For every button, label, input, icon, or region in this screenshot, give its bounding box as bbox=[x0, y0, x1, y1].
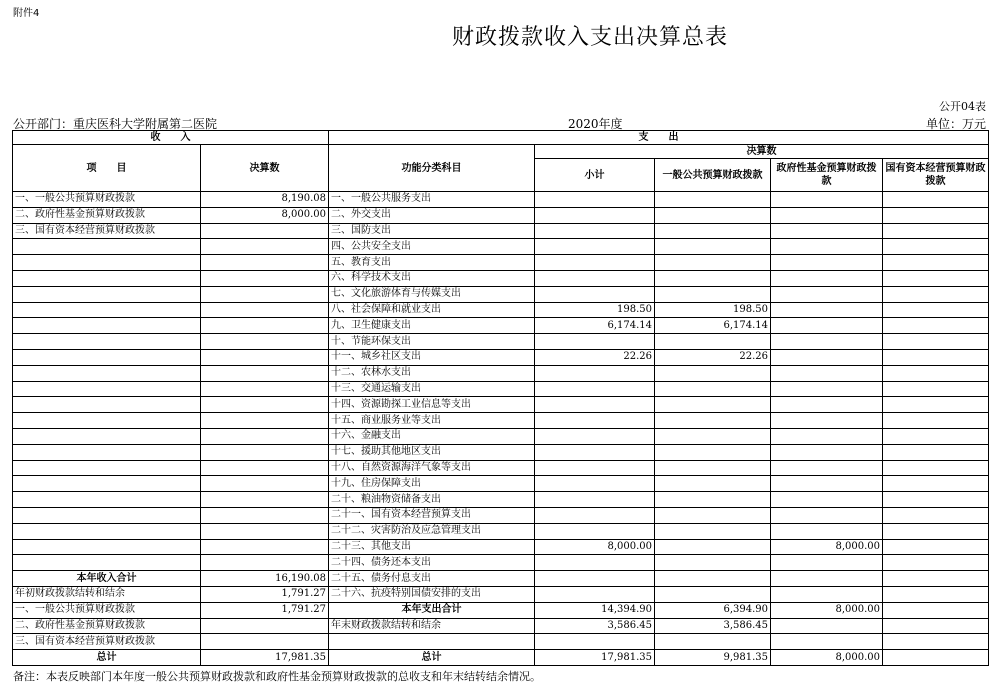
table-row bbox=[13, 334, 989, 350]
item-cell bbox=[13, 460, 201, 476]
func-class-header: 功能分类科目 bbox=[329, 145, 535, 192]
fiscal-summary-table bbox=[12, 130, 989, 666]
subtotal-cell bbox=[535, 476, 655, 492]
subtotal-cell: 17,981.35 bbox=[535, 650, 655, 666]
general-budget-cell: 6,394.90 bbox=[655, 602, 771, 618]
func-class-cell: 二十一、国有资本经营预算支出 bbox=[329, 507, 535, 523]
gov-fund-cell bbox=[771, 349, 883, 365]
gov-fund-cell bbox=[771, 286, 883, 302]
general-budget-cell bbox=[655, 255, 771, 271]
subtotal-cell bbox=[535, 571, 655, 587]
amount-cell: 8,190.08 bbox=[201, 192, 329, 208]
state-capital-cell bbox=[883, 618, 989, 634]
amount-cell bbox=[201, 555, 329, 571]
table-row bbox=[13, 586, 989, 602]
general-budget-cell bbox=[655, 239, 771, 255]
func-class-cell: 二十六、抗疫特别国债安排的支出 bbox=[329, 586, 535, 602]
gov-fund-cell bbox=[771, 523, 883, 539]
func-class-cell: 六、科学技术支出 bbox=[329, 270, 535, 286]
general-budget-cell bbox=[655, 286, 771, 302]
func-class-cell: 二十二、灾害防治及应急管理支出 bbox=[329, 523, 535, 539]
item-cell bbox=[13, 523, 201, 539]
subtotal-cell bbox=[535, 413, 655, 429]
subtotal-cell bbox=[535, 334, 655, 350]
item-cell bbox=[13, 428, 201, 444]
item-cell bbox=[13, 444, 201, 460]
gov-fund-cell bbox=[771, 476, 883, 492]
amount-cell: 1,791.27 bbox=[201, 586, 329, 602]
state-capital-cell bbox=[883, 539, 989, 555]
item-cell bbox=[13, 397, 201, 413]
amount-cell bbox=[201, 223, 329, 239]
expenditure-header: 支 出 bbox=[329, 131, 989, 145]
general-budget-cell: 198.50 bbox=[655, 302, 771, 318]
general-budget-cell bbox=[655, 523, 771, 539]
table-row bbox=[13, 555, 989, 571]
func-class-cell: 总计 bbox=[329, 650, 535, 666]
item-cell bbox=[13, 539, 201, 555]
item-cell bbox=[13, 302, 201, 318]
table-row bbox=[13, 192, 989, 208]
subtotal-cell bbox=[535, 255, 655, 271]
gov-fund-cell bbox=[771, 428, 883, 444]
func-class-cell: 十四、资源勘探工业信息等支出 bbox=[329, 397, 535, 413]
subtotal-cell bbox=[535, 192, 655, 208]
item-cell bbox=[13, 286, 201, 302]
general-budget-cell bbox=[655, 571, 771, 587]
state-capital-cell bbox=[883, 207, 989, 223]
amount-cell bbox=[201, 428, 329, 444]
state-capital-cell bbox=[883, 444, 989, 460]
amount-cell: 17,981.35 bbox=[201, 650, 329, 666]
unit-label: 单位：万元 bbox=[925, 117, 986, 131]
gov-fund-cell bbox=[771, 223, 883, 239]
table-row bbox=[13, 318, 989, 334]
gov-fund-cell bbox=[771, 618, 883, 634]
table-row bbox=[13, 207, 989, 223]
amount-cell bbox=[201, 334, 329, 350]
table-code: 公开04表 bbox=[939, 100, 986, 113]
amount-cell bbox=[201, 492, 329, 508]
table-row bbox=[13, 634, 989, 650]
amount-cell: 1,791.27 bbox=[201, 602, 329, 618]
subtotal-cell bbox=[535, 365, 655, 381]
gov-fund-cell bbox=[771, 270, 883, 286]
subtotal-cell: 3,586.45 bbox=[535, 618, 655, 634]
general-budget-cell bbox=[655, 634, 771, 650]
gov-fund-cell bbox=[771, 302, 883, 318]
gov-fund-cell bbox=[771, 334, 883, 350]
amount-cell bbox=[201, 413, 329, 429]
general-budget-cell bbox=[655, 192, 771, 208]
subtotal-cell: 198.50 bbox=[535, 302, 655, 318]
subtotal-cell bbox=[535, 523, 655, 539]
func-class-cell: 三、国防支出 bbox=[329, 223, 535, 239]
table-row bbox=[13, 255, 989, 271]
state-capital-cell bbox=[883, 428, 989, 444]
state-capital-cell bbox=[883, 460, 989, 476]
item-cell bbox=[13, 334, 201, 350]
amount-cell bbox=[201, 397, 329, 413]
gov-fund-cell bbox=[771, 571, 883, 587]
item-cell bbox=[13, 413, 201, 429]
gov-fund-cell bbox=[771, 444, 883, 460]
general-budget-cell bbox=[655, 555, 771, 571]
department-label: 公开部门：重庆医科大学附属第二医院 bbox=[13, 117, 218, 131]
item-cell: 年初财政拨款结转和结余 bbox=[13, 586, 201, 602]
year-label: 2020年度 bbox=[568, 117, 623, 131]
gov-fund-cell: 8,000.00 bbox=[771, 602, 883, 618]
gov-fund-cell bbox=[771, 460, 883, 476]
state-capital-header: 国有资本经营预算财政拨款 bbox=[883, 159, 989, 192]
footnote: 备注：本表反映部门本年度一般公共预算财政拨款和政府性基金预算财政拨款的总收支和年末结转结余情况。 bbox=[13, 670, 541, 683]
amount-cell bbox=[201, 349, 329, 365]
item-cell: 二、政府性基金预算财政拨款 bbox=[13, 207, 201, 223]
subtotal-cell bbox=[535, 492, 655, 508]
general-budget-cell bbox=[655, 270, 771, 286]
item-cell bbox=[13, 349, 201, 365]
func-class-cell: 十九、住房保障支出 bbox=[329, 476, 535, 492]
state-capital-cell bbox=[883, 507, 989, 523]
subtotal-cell: 22.26 bbox=[535, 349, 655, 365]
table-row bbox=[13, 523, 989, 539]
amount-cell bbox=[201, 318, 329, 334]
state-capital-cell bbox=[883, 223, 989, 239]
item-header: 项 目 bbox=[13, 145, 201, 192]
amount-cell bbox=[201, 255, 329, 271]
gov-fund-cell bbox=[771, 413, 883, 429]
gov-fund-header: 政府性基金预算财政拨款 bbox=[771, 159, 883, 192]
general-budget-cell bbox=[655, 365, 771, 381]
subtotal-cell: 6,174.14 bbox=[535, 318, 655, 334]
func-class-cell: 本年支出合计 bbox=[329, 602, 535, 618]
table-row bbox=[13, 444, 989, 460]
general-budget-cell bbox=[655, 334, 771, 350]
func-class-cell: 七、文化旅游体育与传媒支出 bbox=[329, 286, 535, 302]
item-cell bbox=[13, 555, 201, 571]
func-class-cell: 二十、粮油物资储备支出 bbox=[329, 492, 535, 508]
func-class-cell: 一、一般公共服务支出 bbox=[329, 192, 535, 208]
state-capital-cell bbox=[883, 602, 989, 618]
gov-fund-cell bbox=[771, 239, 883, 255]
func-class-cell: 年末财政拨款结转和结余 bbox=[329, 618, 535, 634]
subtotal-cell bbox=[535, 207, 655, 223]
func-class-cell bbox=[329, 634, 535, 650]
gov-fund-cell: 8,000.00 bbox=[771, 650, 883, 666]
table-row bbox=[13, 602, 989, 618]
gov-fund-cell bbox=[771, 586, 883, 602]
item-cell bbox=[13, 492, 201, 508]
item-cell bbox=[13, 255, 201, 271]
gov-fund-cell bbox=[771, 207, 883, 223]
subtotal-cell bbox=[535, 397, 655, 413]
amount-cell bbox=[201, 618, 329, 634]
general-budget-header: 一般公共预算财政拨款 bbox=[655, 159, 771, 192]
gov-fund-cell bbox=[771, 365, 883, 381]
func-class-cell: 十二、农林水支出 bbox=[329, 365, 535, 381]
table-row bbox=[13, 223, 989, 239]
func-class-cell: 十八、自然资源海洋气象等支出 bbox=[329, 460, 535, 476]
page-title: 财政拨款收入支出决算总表 bbox=[451, 25, 728, 50]
state-capital-cell bbox=[883, 523, 989, 539]
subtotal-cell bbox=[535, 286, 655, 302]
amount-cell bbox=[201, 539, 329, 555]
general-budget-cell: 6,174.14 bbox=[655, 318, 771, 334]
func-class-cell: 十六、金融支出 bbox=[329, 428, 535, 444]
amount-cell bbox=[201, 523, 329, 539]
table-row bbox=[13, 507, 989, 523]
func-class-cell: 九、卫生健康支出 bbox=[329, 318, 535, 334]
general-budget-cell bbox=[655, 586, 771, 602]
state-capital-cell bbox=[883, 334, 989, 350]
subtotal-cell bbox=[535, 507, 655, 523]
item-cell bbox=[13, 318, 201, 334]
gov-fund-cell: 8,000.00 bbox=[771, 539, 883, 555]
gov-fund-cell bbox=[771, 255, 883, 271]
table-row bbox=[13, 571, 989, 587]
amount-header: 决算数 bbox=[201, 145, 329, 192]
general-budget-cell bbox=[655, 539, 771, 555]
amount-cell bbox=[201, 460, 329, 476]
item-cell bbox=[13, 270, 201, 286]
amount-cell bbox=[201, 270, 329, 286]
final-amount-header: 决算数 bbox=[535, 145, 989, 159]
table-row bbox=[13, 286, 989, 302]
state-capital-cell bbox=[883, 586, 989, 602]
amount-cell bbox=[201, 444, 329, 460]
func-class-cell: 四、公共安全支出 bbox=[329, 239, 535, 255]
subtotal-cell bbox=[535, 586, 655, 602]
general-budget-cell: 3,586.45 bbox=[655, 618, 771, 634]
table-row bbox=[13, 413, 989, 429]
state-capital-cell bbox=[883, 349, 989, 365]
amount-cell bbox=[201, 476, 329, 492]
state-capital-cell bbox=[883, 255, 989, 271]
state-capital-cell bbox=[883, 492, 989, 508]
general-budget-cell bbox=[655, 207, 771, 223]
general-budget-cell bbox=[655, 413, 771, 429]
func-class-cell: 二、外交支出 bbox=[329, 207, 535, 223]
amount-cell bbox=[201, 507, 329, 523]
func-class-cell: 二十三、其他支出 bbox=[329, 539, 535, 555]
state-capital-cell bbox=[883, 397, 989, 413]
subtotal-cell bbox=[535, 444, 655, 460]
state-capital-cell bbox=[883, 318, 989, 334]
general-budget-cell bbox=[655, 397, 771, 413]
func-class-cell: 五、教育支出 bbox=[329, 255, 535, 271]
amount-cell bbox=[201, 365, 329, 381]
func-class-cell: 十一、城乡社区支出 bbox=[329, 349, 535, 365]
general-budget-cell bbox=[655, 460, 771, 476]
state-capital-cell bbox=[883, 302, 989, 318]
income-header: 收 入 bbox=[13, 131, 329, 145]
gov-fund-cell bbox=[771, 492, 883, 508]
func-class-cell: 二十五、债务付息支出 bbox=[329, 571, 535, 587]
gov-fund-cell bbox=[771, 318, 883, 334]
general-budget-cell bbox=[655, 507, 771, 523]
amount-cell: 8,000.00 bbox=[201, 207, 329, 223]
table-row bbox=[13, 381, 989, 397]
item-cell bbox=[13, 381, 201, 397]
state-capital-cell bbox=[883, 650, 989, 666]
state-capital-cell bbox=[883, 239, 989, 255]
attachment-label: 附件4 bbox=[13, 8, 40, 19]
item-cell: 二、政府性基金预算财政拨款 bbox=[13, 618, 201, 634]
general-budget-cell: 9,981.35 bbox=[655, 650, 771, 666]
amount-cell bbox=[201, 239, 329, 255]
state-capital-cell bbox=[883, 634, 989, 650]
item-cell bbox=[13, 476, 201, 492]
item-cell bbox=[13, 239, 201, 255]
table-row bbox=[13, 618, 989, 634]
subtotal-cell bbox=[535, 555, 655, 571]
gov-fund-cell bbox=[771, 555, 883, 571]
state-capital-cell bbox=[883, 286, 989, 302]
subtotal-cell bbox=[535, 270, 655, 286]
subtotal-cell: 8,000.00 bbox=[535, 539, 655, 555]
state-capital-cell bbox=[883, 192, 989, 208]
gov-fund-cell bbox=[771, 192, 883, 208]
state-capital-cell bbox=[883, 413, 989, 429]
general-budget-cell bbox=[655, 492, 771, 508]
subtotal-cell bbox=[535, 460, 655, 476]
item-cell: 一、一般公共预算财政拨款 bbox=[13, 192, 201, 208]
state-capital-cell bbox=[883, 571, 989, 587]
general-budget-cell bbox=[655, 428, 771, 444]
gov-fund-cell bbox=[771, 634, 883, 650]
table-row bbox=[13, 365, 989, 381]
func-class-cell: 十七、援助其他地区支出 bbox=[329, 444, 535, 460]
gov-fund-cell bbox=[771, 397, 883, 413]
state-capital-cell bbox=[883, 381, 989, 397]
general-budget-cell bbox=[655, 444, 771, 460]
item-cell: 三、国有资本经营预算财政拨款 bbox=[13, 634, 201, 650]
table-row bbox=[13, 539, 989, 555]
subtotal-cell bbox=[535, 223, 655, 239]
table-row bbox=[13, 428, 989, 444]
item-cell bbox=[13, 507, 201, 523]
table-row bbox=[13, 270, 989, 286]
func-class-cell: 二十四、债务还本支出 bbox=[329, 555, 535, 571]
table-row bbox=[13, 397, 989, 413]
state-capital-cell bbox=[883, 270, 989, 286]
state-capital-cell bbox=[883, 555, 989, 571]
gov-fund-cell bbox=[771, 381, 883, 397]
state-capital-cell bbox=[883, 365, 989, 381]
table-row bbox=[13, 349, 989, 365]
item-cell bbox=[13, 365, 201, 381]
func-class-cell: 十、节能环保支出 bbox=[329, 334, 535, 350]
item-cell: 本年收入合计 bbox=[13, 571, 201, 587]
amount-cell bbox=[201, 302, 329, 318]
amount-cell bbox=[201, 286, 329, 302]
general-budget-cell bbox=[655, 223, 771, 239]
table-row bbox=[13, 302, 989, 318]
table-row bbox=[13, 492, 989, 508]
func-class-cell: 十三、交通运输支出 bbox=[329, 381, 535, 397]
amount-cell: 16,190.08 bbox=[201, 571, 329, 587]
func-class-cell: 八、社会保障和就业支出 bbox=[329, 302, 535, 318]
item-cell: 一、一般公共预算财政拨款 bbox=[13, 602, 201, 618]
func-class-cell: 十五、商业服务业等支出 bbox=[329, 413, 535, 429]
item-cell: 总计 bbox=[13, 650, 201, 666]
subtotal-cell bbox=[535, 428, 655, 444]
general-budget-cell: 22.26 bbox=[655, 349, 771, 365]
table-row bbox=[13, 239, 989, 255]
amount-cell bbox=[201, 634, 329, 650]
state-capital-cell bbox=[883, 476, 989, 492]
subtotal-cell bbox=[535, 239, 655, 255]
subtotal-cell bbox=[535, 634, 655, 650]
table-row bbox=[13, 476, 989, 492]
table-row bbox=[13, 460, 989, 476]
gov-fund-cell bbox=[771, 507, 883, 523]
general-budget-cell bbox=[655, 476, 771, 492]
subtotal-header: 小计 bbox=[535, 159, 655, 192]
general-budget-cell bbox=[655, 381, 771, 397]
subtotal-cell: 14,394.90 bbox=[535, 602, 655, 618]
item-cell: 三、国有资本经营预算财政拨款 bbox=[13, 223, 201, 239]
amount-cell bbox=[201, 381, 329, 397]
subtotal-cell bbox=[535, 381, 655, 397]
table-row bbox=[13, 650, 989, 666]
